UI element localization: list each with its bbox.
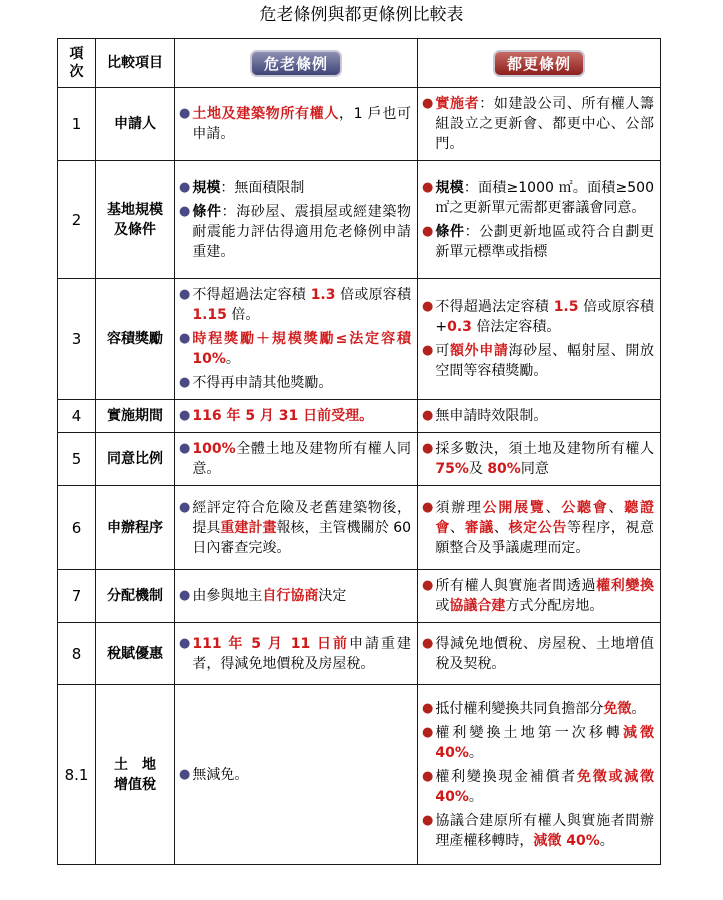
row-item [96,570,175,623]
text-segment: 及 [468,461,488,477]
row-item [96,88,175,161]
text-segment: 土地及建築物所有權人 [192,106,339,122]
bullet-text [192,634,411,674]
text-segment: 協議合建原所有權人與實施者間辦理產權移轉時， [435,812,654,849]
text-segment: 得減免地價稅、房屋稅、土地增值稅及契稅。 [435,635,654,672]
old-act-cell [175,486,418,570]
table-row [58,279,661,400]
bullet-icon: ● [179,588,191,603]
bullet-point [422,699,654,719]
old-act-cell [175,161,418,279]
text-segment: 。 [631,700,646,717]
row-number: 8.1 [58,685,96,865]
row-number: 8 [58,623,96,685]
old-act-cell [175,433,418,486]
bullet-text [435,634,654,674]
table-body [58,88,661,865]
text-segment: ：面積≥1000 ㎡。面積≥500 ㎡之更新單元需都更審議會同意。 [435,179,655,216]
cell-content [175,580,417,612]
bullet-text [435,406,654,426]
text-segment: 0.3 [447,319,472,335]
cell-content [418,693,660,857]
text-segment: 、 [449,519,465,536]
text-segment: ：如建設公司、所有權人籌組設立之更新會、都更中心、公部門。 [435,96,655,152]
text-segment: 重建計畫 [220,519,277,536]
row-number: 3 [58,279,96,400]
bullet-icon: ● [422,223,434,239]
text-segment: 、 [493,519,509,536]
bullet-point [179,634,411,674]
bullet-text [435,178,654,218]
text-segment: 等程序，視意願整合及爭議處理而定。 [435,519,655,556]
bullet-point [422,811,654,851]
urban-act-cell [418,88,661,161]
text-segment: 倍法定容積。 [471,319,561,335]
cell-content [175,759,417,791]
text-segment: 申請重建者，得減免地價稅及房屋稅。 [192,635,412,672]
bullet-icon: ● [179,408,191,423]
old-act-cell [175,623,418,685]
text-segment: 倍或原容積+ [435,299,654,335]
old-act-cell [175,570,418,623]
text-segment: 1.3 [310,287,336,303]
bullet-text [192,498,411,558]
cell-content [175,400,417,432]
table-row [58,570,661,623]
header-urban [418,39,661,88]
text-segment: 不得超過法定容積 [435,299,554,315]
row-item-label: 實施期間 [107,408,163,424]
text-segment: 。 [468,788,483,805]
bullet-text [435,576,654,616]
text-segment: 不得超過法定容積 [192,287,311,303]
bullet-point [179,285,411,325]
text-segment: 全體土地及建物所有權人同意。 [192,441,411,477]
cell-content [175,433,417,485]
cell-content [175,492,417,564]
bullet-point [179,104,411,144]
table-row [58,486,661,570]
row-item [96,685,175,865]
bullet-point [422,767,654,807]
bullet-text [435,699,654,719]
text-segment: 80% [487,461,521,477]
table-row [58,161,661,279]
bullet-icon: ● [179,179,191,195]
cell-content [418,172,660,268]
text-segment: 116 年 5 月 31 日前受理。 [192,408,374,424]
text-segment: 免徵 [603,700,632,717]
bullet-icon: ● [179,375,191,390]
text-segment: 決定 [318,588,347,604]
bullet-text [192,765,411,785]
text-segment: 、 [545,499,562,516]
row-item-label: 分配機制 [107,588,163,604]
text-segment: 、 [608,499,625,516]
table-row [58,685,661,865]
header-item-label: 比較項目 [107,55,163,71]
bullet-point [422,576,654,616]
bullet-text [192,104,411,144]
bullet-point [422,723,654,763]
bullet-icon: ● [179,203,191,219]
urban-act-cell [418,400,661,433]
text-segment: 實施者 [435,96,480,112]
bullet-point [179,586,411,606]
header-item [96,39,175,88]
row-item-label: 同意比例 [107,451,163,467]
bullet-point [422,94,654,154]
header-no-label: 項次 [69,46,84,80]
row-item-label: 申請人 [114,116,156,132]
bullet-text [192,406,411,426]
bullet-icon: ● [179,635,191,651]
bullet-icon: ● [422,768,434,784]
text-segment: ：海砂屋、震損屋或經建築物耐震能力評估得適用危老條例申請重建。 [192,203,412,260]
urban-act-cell [418,623,661,685]
old-act-cell [175,685,418,865]
bullet-point [179,178,411,198]
bullet-icon: ● [422,700,434,716]
cell-content [175,172,417,268]
bullet-icon: ● [179,441,191,456]
bullet-icon: ● [179,287,191,302]
text-segment: 1.15 [192,307,227,323]
cell-content [418,88,660,160]
text-segment: 減徵 40% [435,724,655,761]
table-row [58,88,661,161]
bullet-point [422,178,654,218]
bullet-text [435,723,654,763]
bullet-icon: ● [422,96,434,111]
table-row [58,433,661,486]
urban-act-cell [418,433,661,486]
bullet-icon: ● [422,499,434,515]
bullet-text [192,586,411,606]
cell-content [418,492,660,564]
bullet-text [192,285,411,325]
old-act-cell [175,279,418,400]
bullet-icon: ● [422,441,434,456]
urban-act-cell [418,161,661,279]
text-segment: 75% [435,461,469,477]
cell-content [418,400,660,432]
bullet-point [422,297,654,337]
text-segment: 權利變換 [596,578,655,594]
page-title: 危老條例與都更條例比較表 [259,5,464,25]
row-item-label: 基地規模及條件 [107,201,163,238]
bullet-text [435,767,654,807]
bullet-point [179,765,411,785]
bullet-point [179,202,411,262]
bullet-point [422,634,654,674]
bullet-icon: ● [422,635,434,651]
cell-content [418,570,660,622]
old-act-badge: 危老條例 [250,50,342,77]
row-number: 5 [58,433,96,486]
text-segment: 條件 [435,223,465,240]
old-act-cell [175,400,418,433]
text-segment: 時程獎勵＋規模獎勵≤法定容積 10% [192,331,411,367]
bullet-text [192,373,411,393]
header-no [58,39,96,88]
row-number: 6 [58,486,96,570]
table-header-row [58,39,661,88]
text-segment: 由參與地主 [192,588,263,604]
bullet-point [179,439,411,479]
text-segment: 所有權人與實施者間透過 [435,578,597,594]
row-item [96,279,175,400]
text-segment: 或 [435,598,450,614]
row-item [96,486,175,570]
text-segment: 。 [468,744,483,761]
row-item-label: 申辦程序 [107,519,163,536]
text-segment: 同意 [520,461,549,477]
row-item-label: 稅賦優惠 [107,645,163,662]
text-segment: 不得再申請其他獎勵。 [192,375,333,391]
bullet-text [435,498,654,558]
bullet-point [422,439,654,479]
table-row [58,400,661,433]
bullet-point [179,373,411,393]
header-old [175,39,418,88]
bullet-text [435,811,654,851]
bullet-point [422,498,654,558]
bullet-icon: ● [422,578,434,593]
old-act-cell [175,88,418,161]
bullet-text [192,202,411,262]
table-row [58,623,661,685]
text-segment: 經評定符合危險及老舊建築物後，提具 [192,499,411,536]
text-segment: ：無面積限制 [220,179,305,196]
row-number: 4 [58,400,96,433]
cell-content [418,628,660,680]
bullet-icon: ● [179,499,191,515]
text-segment: 規模 [192,179,221,196]
bullet-icon: ● [179,106,191,121]
text-segment: 倍或原容積 [335,287,411,303]
row-item-label: 土 地 增值稅 [114,756,156,793]
bullet-icon: ● [179,331,191,346]
row-item [96,433,175,486]
text-segment: 無減免。 [192,766,249,783]
comparison-table [57,38,661,865]
text-segment: 公聽會 [561,499,609,516]
urban-act-cell [418,279,661,400]
bullet-text [435,222,654,262]
row-item [96,623,175,685]
cell-content [175,279,417,399]
text-segment: 規模 [435,179,464,196]
bullet-point [179,406,411,426]
text-segment: 權利變換土地第一次移轉 [435,724,623,741]
bullet-point [422,341,654,381]
text-segment: 報核，主管機關於 60 日內審查完竣。 [192,519,412,556]
bullet-text [192,439,411,479]
text-segment: 免徵或減徵 40% [435,768,655,805]
text-segment: 審議 [464,519,494,536]
text-segment: 。 [225,351,240,367]
text-segment: 自行協商 [262,588,319,604]
text-segment: 公開展覽 [482,499,546,516]
bullet-icon: ● [422,724,434,740]
text-segment: 權利變換現金補償者 [435,768,578,785]
bullet-icon: ● [422,408,434,423]
bullet-point [422,406,654,426]
text-segment: ，1 戶也可申請。 [192,106,411,142]
text-segment: 核定公告 [508,519,567,536]
cell-content [175,98,417,150]
text-segment: 須辦理 [435,499,483,516]
bullet-icon: ● [179,766,191,782]
text-segment: 倍。 [226,307,260,323]
bullet-point [179,329,411,369]
text-segment: 減徵 40% [533,832,600,849]
row-item-label: 容積獎勵 [107,331,163,347]
urban-act-cell [418,685,661,865]
bullet-icon: ● [422,179,434,195]
text-segment: 100% [192,441,236,457]
text-segment: 聽證會 [435,499,655,536]
text-segment: 抵付權利變換共同負擔部分 [435,700,604,717]
text-segment: 協議合建 [449,598,506,614]
text-segment: 無申請時效限制。 [435,408,548,424]
text-segment: 採多數決，須土地及建物所有權人 [435,441,654,457]
text-segment: 。 [599,832,614,849]
bullet-text [192,178,411,198]
bullet-text [435,341,654,381]
text-segment: 可 [435,343,450,359]
cell-content [418,291,660,387]
bullet-point [422,222,654,262]
urban-act-badge: 都更條例 [493,50,585,77]
urban-act-cell [418,570,661,623]
text-segment: 額外申請 [449,343,509,359]
bullet-point [179,498,411,558]
bullet-icon: ● [422,343,434,358]
bullet-icon: ● [422,812,434,828]
row-item [96,161,175,279]
text-segment: ：公劃更新地區或符合自劃更新單元標準或指標 [435,223,655,260]
urban-act-cell [418,486,661,570]
text-segment: 條件 [192,203,222,220]
row-number: 1 [58,88,96,161]
text-segment: 1.5 [553,299,579,315]
cell-content [175,628,417,680]
row-number: 2 [58,161,96,279]
text-segment: 方式分配房地。 [505,598,604,614]
bullet-text [435,297,654,337]
bullet-text [192,329,411,369]
row-item [96,400,175,433]
text-segment: 111 年 5 月 11 日前 [192,635,350,652]
bullet-icon: ● [422,299,434,314]
text-segment: 海砂屋、輻射屋、開放空間等容積獎勵。 [435,343,655,379]
cell-content [418,433,660,485]
bullet-text [435,439,654,479]
bullet-text [435,94,654,154]
row-number: 7 [58,570,96,623]
